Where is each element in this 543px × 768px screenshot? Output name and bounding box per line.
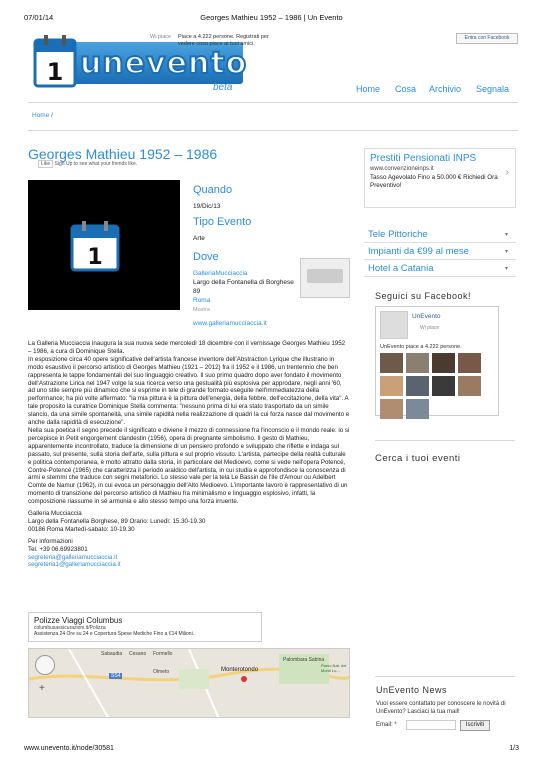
calendar-day: 1: [46, 58, 64, 86]
ad-title[interactable]: Polizze Viaggi Columbus: [34, 616, 123, 625]
chevron-right-icon[interactable]: ›: [505, 167, 509, 178]
ad-desc: Assistenza 24 Ore su 24 e Copertura Spese Mediche Fino a €14 Milioni.: [34, 631, 195, 637]
breadcrumb-divider: [28, 130, 518, 131]
like-text: Sign Up to see what your friends like.: [54, 161, 138, 167]
map-road-badge: SS4: [111, 673, 121, 679]
required-marker: *: [394, 722, 397, 728]
fb-like-text: Piace a 4.222 persone. Registrati per vedere cosa piace ai tuoi amici.: [178, 34, 269, 47]
dove-address: Largo della Fontanella di Borghese: [193, 279, 294, 286]
nav-cosa[interactable]: Cosa: [395, 84, 417, 94]
venue-hours-2: 00186 Roma Martedì-sabato: 10-19.30: [28, 525, 135, 533]
fb-like-button[interactable]: Wi piace: [420, 325, 440, 331]
search-events-heading: Cerca i tuoi eventi: [375, 453, 461, 464]
desc-paragraph: Nella sua poetica il segno precede il significato e diviene il mezzo di connessione fra l'inconscio e il mondo reale: lo si percepisce in Petit engorgement clandestin (1956), opera di pregnante simbolismo. Il gesto di Mathieu, apparentemente incontrollato, traduce la dimensione di un pensiero profondo e sviluppato che riflette e indaga sul passato, sul presente, sulla storia dell'arte, sulla pittura e sul proprio vissuto. L'artista, partecipe della realtà culturale e politica contemporanea, è molto attratto dalla storia, in particolare del Medioevo, come si vede nell'opera Potencé, Contre-Potencé (1965) che caratterizza il periodo araldico dell'artista, in cui studia e approfondisce la conoscenza di armi e stemmi che traduce con segni metaforici. Lo stesso vale per la tela Le Bassin de l'Ile d'Amour ou Adelbert Comte de Namur (1962), in cui evoca un personaggio dell'Alto Medioevo. L'importante lavoro è rappresentativo di un momento di transizione del percorso artistico di Mathieu fra minimalismo e linguaggio esplosivo, infatti, la composizione riassume in sé armonia e allo stesso tempo una forza irruente.: [28, 426, 350, 506]
info-tel: Tel. +39 06.69923801: [28, 545, 88, 553]
fan-avatar[interactable]: [406, 399, 429, 419]
map-label: Palombara Sabina: [283, 657, 325, 663]
venue-hours-1: Largo della Fontanella Borghese, 89 Orario: Lunedì: 15.30-19.30: [28, 517, 206, 525]
page-title: Georges Mathieu 1952 – 1986: [28, 146, 218, 162]
fan-avatar[interactable]: [380, 353, 403, 373]
calendar-day: 1: [87, 245, 103, 270]
event-description: [28, 340, 350, 569]
print-header: [0, 0, 543, 26]
map-label: Parco Nat. dei Monti Lu...: [321, 663, 347, 673]
subscribe-button[interactable]: Iscriviti: [460, 720, 490, 731]
fan-avatar[interactable]: [380, 376, 403, 396]
dove-address-number: 89: [193, 288, 201, 295]
map-label: Sabaudia: [101, 651, 123, 657]
fb-like-widget[interactable]: [150, 34, 280, 47]
nav-segnala[interactable]: Segnala: [476, 84, 510, 94]
fb-fans-grid: [380, 353, 481, 419]
website-link[interactable]: www.galleriamucciaccia.it: [193, 320, 267, 327]
logo-text: unevento: [80, 46, 248, 81]
fan-avatar[interactable]: [458, 353, 481, 373]
sidebar-divider: [375, 440, 515, 441]
fan-avatar[interactable]: [432, 376, 455, 396]
nav-archivio[interactable]: Archivio: [429, 84, 462, 94]
print-page-number: 1/3: [509, 745, 519, 752]
calendar-icon: [32, 32, 80, 90]
fan-avatar[interactable]: [432, 353, 455, 373]
chevron-down-icon: ▾: [504, 249, 508, 255]
dove-heading: Dove: [193, 251, 219, 263]
facebook-heading: Seguici su Facebook!: [375, 291, 472, 301]
ad-link-label: Tele Pittoriche: [368, 229, 428, 240]
newsletter-desc: Vuoi essere contattato per conoscere le novità di UnEvento? Lasciaci la tua mail!: [376, 701, 506, 715]
venue-map-thumbnail[interactable]: [300, 258, 350, 298]
event-image: [28, 180, 180, 310]
sidebar-ad-desc: Tasso Agevolato Fino a 50.000 € Richiedi Ora Preventivo!: [370, 174, 498, 189]
breadcrumb-home[interactable]: Home: [32, 112, 50, 119]
ad-link-label: Impianti da €99 al mese: [368, 246, 469, 257]
dove-city-link[interactable]: Roma: [193, 297, 211, 304]
header-divider: [28, 102, 518, 103]
ad-link-label: Hotel a Catania: [368, 263, 434, 274]
breadcrumb-sep: /: [51, 112, 53, 119]
logo-beta: beta: [213, 82, 233, 93]
map-label: Cesano: [129, 651, 147, 657]
desc-paragraph: La Galleria Mucciaccia inaugura la sua nuova sede mercoledì 18 dicembre con il vernissage Georges Mathieu 1952 – 1986, a cura di Dominique Stella.: [28, 340, 346, 355]
bottom-ad[interactable]: [28, 612, 262, 642]
newsletter-email-label: [376, 722, 397, 728]
print-footer: [0, 740, 543, 760]
newsletter-heading: UnEvento News: [376, 685, 448, 695]
email-link-1[interactable]: segreteria@galleriamucciaccia.it: [28, 553, 118, 561]
nav-home[interactable]: Home: [356, 84, 381, 94]
fan-avatar[interactable]: [380, 399, 403, 419]
quando-value: 19/Dic/13: [193, 203, 221, 210]
ad-url: columbusassicurazioni.it/Polizza: [34, 625, 106, 631]
fb-page-name[interactable]: UnEvento: [412, 313, 441, 320]
fan-avatar[interactable]: [406, 376, 429, 396]
sidebar-ad-link[interactable]: [364, 243, 516, 260]
print-title: Georges Mathieu 1952 – 1986 | Un Evento: [200, 13, 343, 22]
breadcrumb: [32, 112, 53, 119]
fan-avatar[interactable]: [458, 376, 481, 396]
print-date: 07/01/14: [24, 13, 54, 22]
venue-name: Galleria Mucciaccia: [28, 510, 82, 518]
calendar-icon: [68, 218, 124, 274]
sidebar-ad-link[interactable]: [364, 260, 516, 277]
chevron-down-icon: ▾: [504, 232, 508, 238]
print-url: www.unevento.it/node/30581: [24, 745, 114, 752]
info-heading: Per informazioni: [28, 537, 73, 545]
fb-login-button[interactable]: Entra con Facebook: [456, 33, 518, 44]
map-thumb-icon: [301, 259, 349, 297]
sidebar-ad-title[interactable]: Prestiti Pensionati INPS: [370, 153, 477, 164]
map-pan-control[interactable]: [35, 655, 55, 675]
sidebar-ad[interactable]: [364, 148, 516, 208]
email-link-2[interactable]: segreteria1@galleriamucciaccia.it: [28, 561, 121, 569]
like-button[interactable]: Like: [38, 160, 53, 168]
desc-paragraph: In esposizione circa 40 opere significative dell'artista francese inventore dell'Abstraction Lyrique che illustrano in modo esaustivo il percorso artistico di Georges Mathieu (1921 – 2012) fra il 1952 e il 1986, un trentennio che ben rappresenta le tappe fondamentali del suo linguaggio creativo. Il suo primo quadro dopo aver fondato il movimento dell'Astrazione Lirica nel 1947 volge la sua ricerca verso una gestualità più esplosiva per approdare, negli anni '60, ad uno stile sempre più dinamico che si esprime in tele di grande formato eseguite nell'immediatezza della performance; ha più volte affermato: "la mia pittura è la pittura dell'energia, della febbre, dell'eccitazione, della vita". A tale proposito la curatrice Dominique Stella commenta: "nessuno prima di lui era stato trasportato da un simile slancio, da una simile spontaneità, una simile rapidità nella realizzazione di quadri la cui forza nasce dal movimento e anche dalla rapidità di esecuzione".: [28, 355, 350, 427]
sidebar-divider: [375, 676, 515, 677]
tipo-value: Arte: [193, 235, 205, 242]
dove-map-label: Mostra: [193, 307, 210, 313]
quando-heading: Quando: [193, 184, 233, 196]
email-label: Email:: [376, 722, 393, 728]
fb-like-count: UnEvento piace a 4.222 persone.: [380, 344, 462, 350]
tipo-heading: Tipo Evento: [193, 216, 252, 228]
map-label: Olmeto: [153, 669, 170, 675]
chevron-down-icon: ▾: [504, 266, 508, 272]
fan-avatar[interactable]: [406, 353, 429, 373]
fb-like-row: [38, 161, 137, 167]
map-zoom-in-button[interactable]: +: [39, 683, 45, 694]
map-label: Monterotondo: [221, 667, 259, 673]
location-map[interactable]: [28, 648, 350, 718]
dove-venue-link[interactable]: GalleriaMucciaccia: [193, 270, 248, 277]
map-label: Formello: [153, 651, 173, 657]
fb-page-avatar[interactable]: [380, 311, 408, 339]
sidebar-ad-url: www.convenzioneinps.it: [370, 166, 434, 172]
newsletter-email-input[interactable]: [406, 720, 456, 730]
fb-like-label: Wi piace: [150, 34, 172, 40]
sidebar-ad-link[interactable]: [364, 226, 516, 243]
facebook-likebox: [375, 306, 499, 416]
